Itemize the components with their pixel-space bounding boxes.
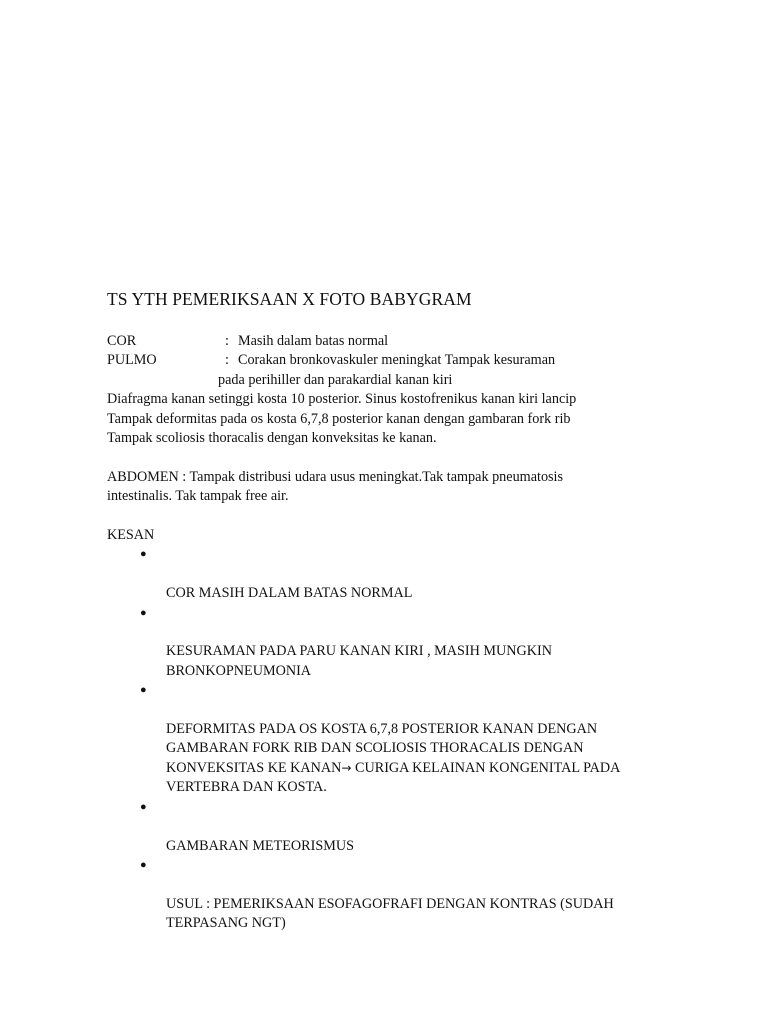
cor-row	[107, 332, 576, 351]
bullet-icon: ●	[140, 800, 147, 813]
kesan-item	[107, 798, 620, 856]
pulmo-label: PULMO	[107, 352, 157, 369]
finding-line: Diafragma kanan setinggi kosta 10 posterior. Sinus kostofrenikus kanan kiri lancip	[107, 391, 577, 408]
kesan-item	[107, 604, 620, 682]
kesan-item	[107, 856, 620, 934]
kesan-section	[107, 526, 620, 934]
kesan-list	[107, 545, 620, 933]
finding-line: Tampak scoliosis thoracalis dengan konveksitas ke kanan.	[107, 429, 437, 446]
pulmo-continuation-row	[107, 371, 576, 390]
abdomen-line: intestinalis. Tak tampak free air.	[107, 488, 289, 505]
kesan-item-text: COR MASIH DALAM BATAS NORMAL	[166, 585, 413, 602]
pulmo-row	[107, 351, 576, 370]
kesan-item	[107, 681, 620, 797]
document-title: TS YTH PEMERIKSAAN X FOTO BABYGRAM	[107, 289, 472, 309]
finding-line: Tampak deformitas pada os kosta 6,7,8 posterior kanan dengan gambaran fork rib	[107, 410, 571, 427]
pulmo-value: Corakan bronkovaskuler meningkat Tampak kesuraman	[238, 352, 556, 369]
kesan-item-text-after: CURIGA KELAINAN KONGENITAL PADA VERTEBRA DAN KOSTA.	[166, 759, 621, 796]
kesan-item-text: KESURAMAN PADA PARU KANAN KIRI , MASIH MUNGKIN BRONKOPNEUMONIA	[166, 643, 552, 679]
bullet-icon: ●	[140, 606, 147, 619]
kesan-item-text: USUL : PEMERIKSAAN ESOFAGOFRAFI DENGAN KONTRAS (SUDAH TERPASANG NGT)	[166, 895, 614, 932]
bullet-icon: ●	[140, 858, 147, 871]
kesan-item-text: DEFORMITAS PADA OS KOSTA 6,7,8 POSTERIOR KANAN DENGAN GAMBARAN FORK RIB DAN SCOLIOSIS THORACALIS DENGAN KONVEKSITAS KE KANAN	[166, 721, 598, 776]
thorax-findings	[107, 332, 576, 448]
kesan-item-text: GAMBARAN METEORISMUS	[166, 837, 355, 854]
bullet-icon: ●	[140, 684, 147, 697]
pulmo-continuation: pada perihiller dan parakardial kanan kiri	[218, 371, 453, 388]
cor-value: Masih dalam batas normal	[238, 333, 389, 349]
kesan-item	[107, 545, 620, 603]
kesan-title: KESAN	[107, 527, 155, 543]
arrow-right-icon: →	[341, 760, 352, 775]
pulmo-colon: :	[225, 352, 229, 369]
bullet-icon: ●	[140, 548, 147, 561]
abdomen-line: ABDOMEN : Tampak distribusi udara usus meningkat.Tak tampak pneumatosis	[107, 469, 564, 485]
cor-label: COR	[107, 333, 137, 349]
abdomen-findings	[107, 468, 563, 507]
cor-colon: :	[225, 333, 229, 349]
